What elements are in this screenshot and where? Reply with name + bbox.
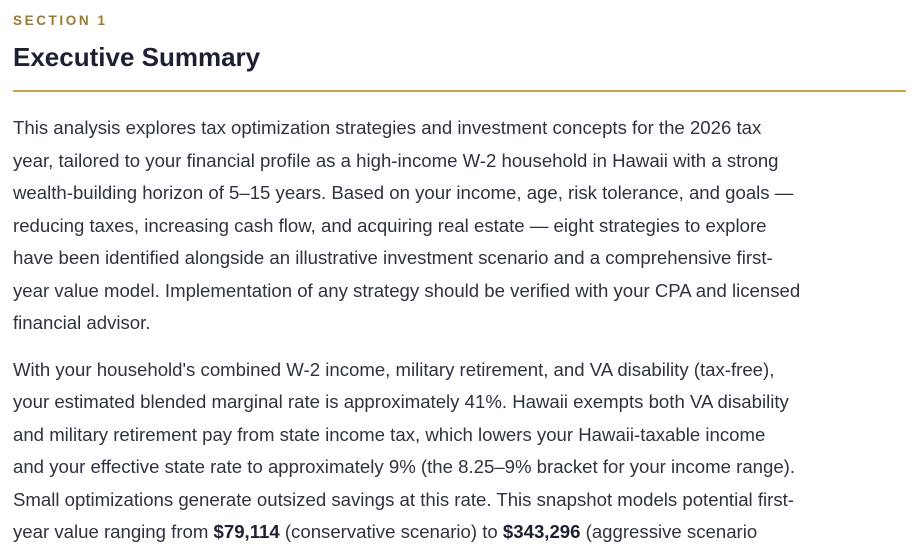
paragraph-line: reducing taxes, increasing cash flow, and acquiring real estate — eight strategies to explore — [13, 214, 767, 236]
paragraph-line: and military retirement pay from state income tax, which lowers your Hawaii-taxable income — [13, 423, 766, 445]
paragraph-line: financial advisor. — [13, 312, 151, 333]
line-text-middle: (conservative scenario) to — [279, 521, 503, 542]
conservative-value: $79,114 — [213, 521, 280, 542]
paragraph-line: wealth-building horizon of 5–15 years. Based on your income, age, risk tolerance, and goals — — [13, 182, 794, 203]
paragraph-line: have been identified alongside an illustrative investment scenario and a comprehensive first- — [13, 247, 773, 268]
section-title: Executive Summary — [13, 42, 261, 72]
paragraph-line: year, tailored to your financial profile as a high-income W-2 household in Hawaii with a strong — [13, 149, 779, 171]
summary-paragraph-2 — [13, 354, 906, 549]
paragraph-line: Small optimizations generate outsized savings at this rate. This snapshot models potential first- — [13, 488, 794, 510]
line-text-after: (aggressive scenario — [580, 521, 758, 542]
paragraph-line: and your effective state rate to approximately 9% (the 8.25–9% bracket for your income range). — [13, 456, 796, 477]
paragraph-line: your estimated blended marginal rate is approximately 41%. Hawaii exempts both VA disability — [13, 391, 789, 412]
paragraph-line: With your household's combined W-2 income, military retirement, and VA disability (tax-free), — [13, 358, 775, 380]
section-eyebrow: SECTION 1 — [13, 13, 108, 28]
paragraph-line-with-values — [13, 516, 906, 549]
line-text-before: year value ranging from — [13, 521, 214, 542]
aggressive-value: $343,296 — [502, 521, 581, 542]
executive-summary-section — [13, 0, 906, 549]
summary-paragraph-1 — [13, 112, 906, 340]
paragraph-line: year value model. Implementation of any strategy should be verified with your CPA and licensed — [13, 279, 801, 301]
title-divider — [13, 90, 906, 92]
paragraph-line: This analysis explores tax optimization strategies and investment concepts for the 2026 tax — [13, 117, 762, 138]
